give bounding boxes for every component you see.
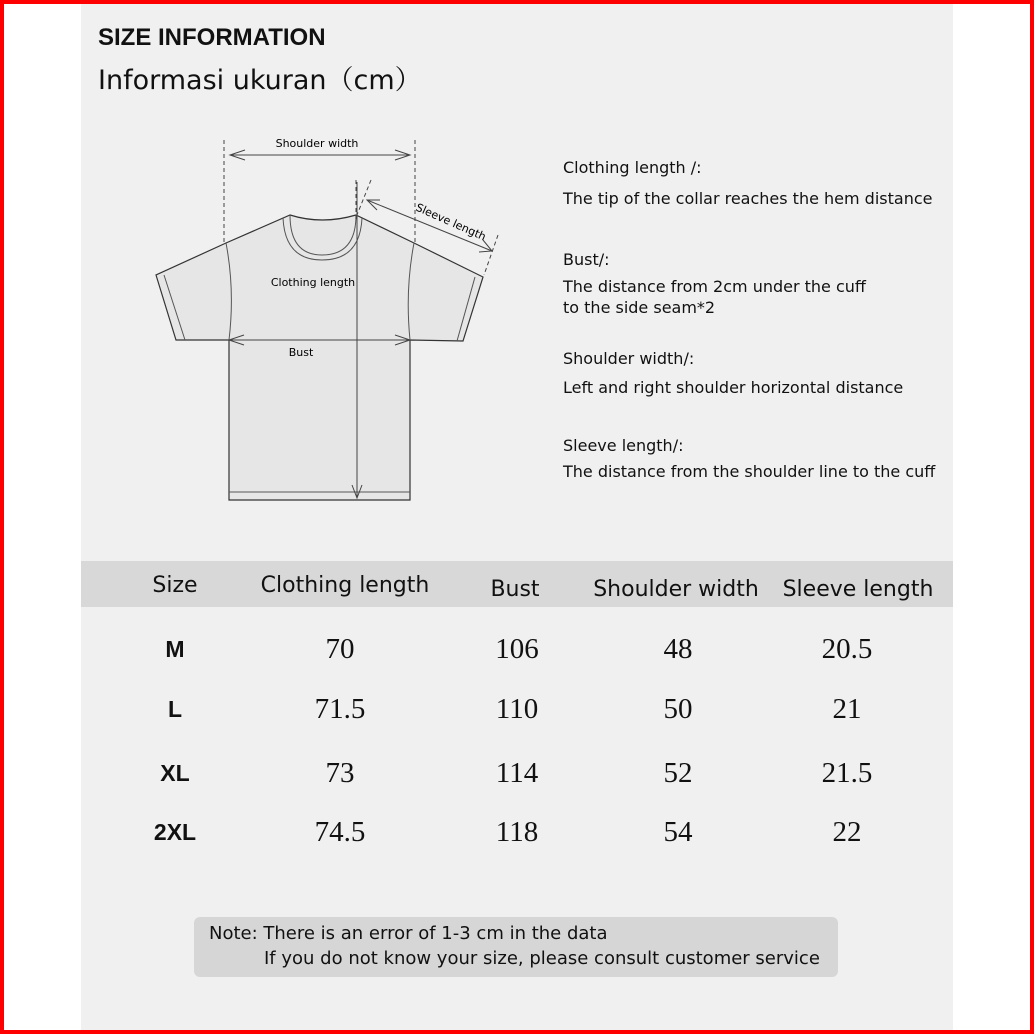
desc-shoulder-text: Left and right shoulder horizontal distance xyxy=(563,378,904,397)
desc-bust-term: Bust/: xyxy=(563,250,610,269)
label-clothing-length: Clothing length xyxy=(270,276,356,289)
table-cell: 21 xyxy=(832,693,862,725)
desc-clothing-length-term: Clothing length /: xyxy=(563,158,702,177)
table-cell: 114 xyxy=(495,757,539,789)
desc-sleeve-term: Sleeve length/: xyxy=(563,436,684,455)
table-cell: 20.5 xyxy=(821,633,873,665)
col-header-bust: Bust xyxy=(490,577,540,602)
desc-bust-text2: to the side seam*2 xyxy=(563,298,716,317)
note-line-2: If you do not know your size, please consult customer service xyxy=(264,948,820,969)
table-cell: 52 xyxy=(663,757,693,789)
desc-bust-text: The distance from 2cm under the cuff xyxy=(563,277,866,296)
table-cell: 73 xyxy=(325,757,355,789)
size-label: XL xyxy=(160,760,190,786)
tshirt-body xyxy=(156,215,483,500)
table-cell: 118 xyxy=(495,816,539,848)
table-cell: 50 xyxy=(663,693,693,725)
col-header-clothing-length: Clothing length xyxy=(260,573,430,598)
table-cell: 70 xyxy=(325,633,355,665)
desc-clothing-length-text: The tip of the collar reaches the hem distance xyxy=(563,189,933,208)
label-shoulder-width: Shoulder width xyxy=(275,137,359,150)
page-subtitle: Informasi ukuran（cm） xyxy=(98,65,422,96)
note-box xyxy=(194,917,838,977)
desc-shoulder-term: Shoulder width/: xyxy=(563,349,695,368)
page-title: SIZE INFORMATION xyxy=(98,24,326,51)
table-cell: 48 xyxy=(663,633,693,665)
col-header-shoulder-width: Shoulder width xyxy=(593,577,759,602)
size-label: 2XL xyxy=(153,819,197,845)
table-cell: 54 xyxy=(663,816,693,848)
table-cell: 22 xyxy=(832,816,862,848)
desc-sleeve-text: The distance from the shoulder line to the cuff xyxy=(563,462,936,481)
col-header-size: Size xyxy=(152,573,198,598)
label-bust: Bust xyxy=(288,346,314,359)
size-label: M xyxy=(165,636,185,662)
table-cell: 74.5 xyxy=(314,816,366,848)
note-line-1: Note: There is an error of 1-3 cm in the data xyxy=(209,923,608,944)
table-cell: 71.5 xyxy=(314,693,366,725)
table-cell: 106 xyxy=(495,633,539,665)
size-label: L xyxy=(167,696,183,722)
table-cell: 110 xyxy=(495,693,539,725)
col-header-sleeve-length: Sleeve length xyxy=(782,577,934,602)
label-sleeve-length: Sleeve length xyxy=(413,200,488,244)
table-cell: 21.5 xyxy=(821,757,873,789)
tshirt-diagram xyxy=(150,130,510,510)
